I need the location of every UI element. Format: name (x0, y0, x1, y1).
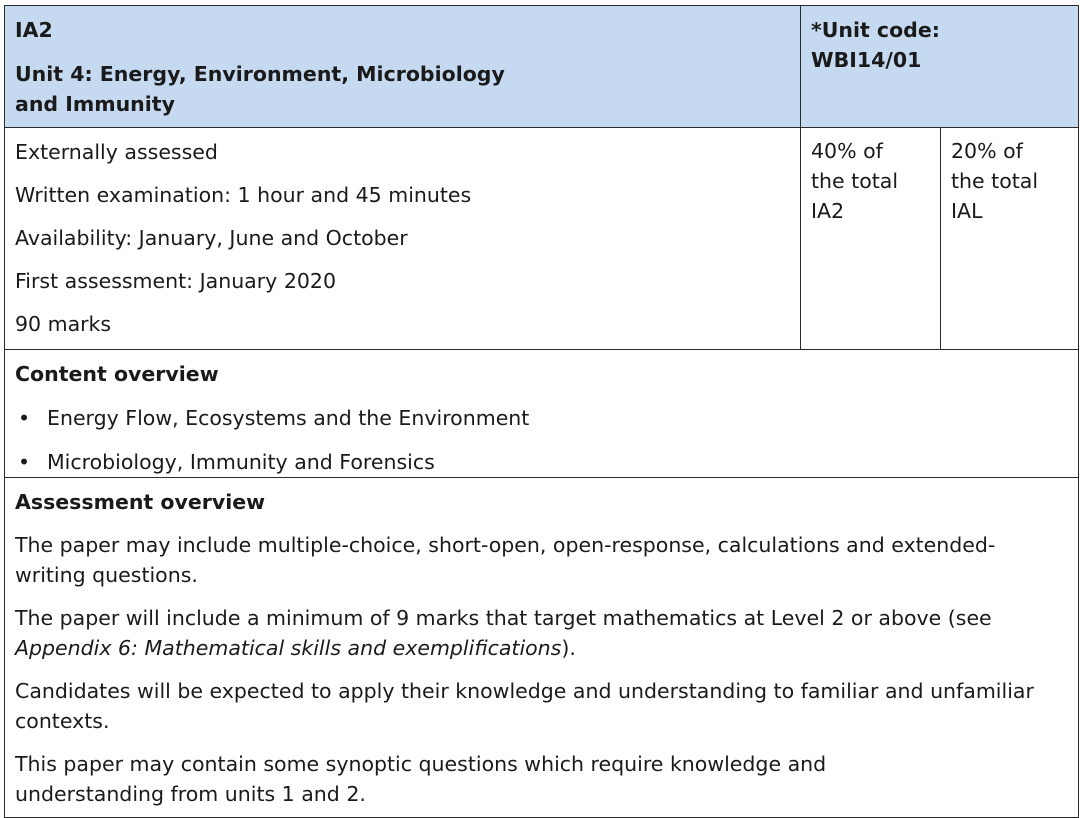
assessment-overview-cell (5, 478, 1079, 818)
weight-ia2-line-2: the total (811, 169, 899, 193)
detail-availability: Availability: January, June and October (15, 226, 408, 250)
unit-code-label: *Unit code: (811, 18, 940, 42)
weight-ia2-cell (801, 128, 941, 350)
content-overview-title: Content overview (15, 362, 219, 386)
weight-ial-cell (941, 128, 1079, 350)
assessment-details-cell (5, 128, 801, 350)
detail-assessment-type: Externally assessed (15, 140, 218, 164)
weight-ia2-line-3: IA2 (811, 199, 845, 223)
detail-exam-duration: Written examination: 1 hour and 45 minutes (15, 183, 472, 207)
assessment-overview-title: Assessment overview (15, 490, 266, 514)
unit-title-line-1: Unit 4: Energy, Environment, Microbiology (15, 62, 505, 86)
weight-ia2-line-1: 40% of (811, 139, 883, 163)
assessment-paragraph-contexts: Candidates will be expected to apply their knowledge and understanding to familiar and unfamiliar contexts. (15, 679, 1034, 733)
list-item: • Microbiology, Immunity and Forensics (15, 447, 1078, 477)
content-overview-cell (5, 350, 1079, 478)
assessment-paragraph-synoptic: This paper may contain some synoptic questions which require knowledge and understanding from units 1 and 2. (15, 752, 827, 806)
maths-text-after: ). (561, 636, 576, 660)
unit-specification-table (4, 5, 1079, 818)
content-overview-list (15, 403, 1078, 477)
details-row (5, 128, 1079, 350)
content-overview-row (5, 350, 1079, 478)
unit-code-cell (801, 6, 1079, 128)
unit-code-value: WBI14/01 (811, 48, 922, 72)
unit-title (15, 59, 800, 119)
unit-title-line-2: and Immunity (15, 92, 175, 116)
detail-marks: 90 marks (15, 312, 112, 336)
assessment-paragraph-question-types: The paper may include multiple-choice, short-open, open-response, calculations and extended-writing questions. (15, 533, 996, 587)
unit-title-cell (5, 6, 801, 128)
weight-ial-line-2: the total (951, 169, 1039, 193)
weight-ial-line-1: 20% of (951, 139, 1023, 163)
appendix-reference: Appendix 6: Mathematical skills and exemplifications (15, 636, 562, 660)
maths-text-before: The paper will include a minimum of 9 marks that target mathematics at Level 2 or above (see (15, 606, 992, 630)
qualification-code: IA2 (15, 18, 53, 42)
weight-ial-line-3: IAL (951, 199, 983, 223)
assessment-overview-row (5, 478, 1079, 818)
detail-first-assessment: First assessment: January 2020 (15, 269, 336, 293)
list-item: • Energy Flow, Ecosystems and the Environment (15, 403, 1078, 433)
header-row (5, 6, 1079, 128)
assessment-paragraph-mathematics (15, 603, 1078, 663)
